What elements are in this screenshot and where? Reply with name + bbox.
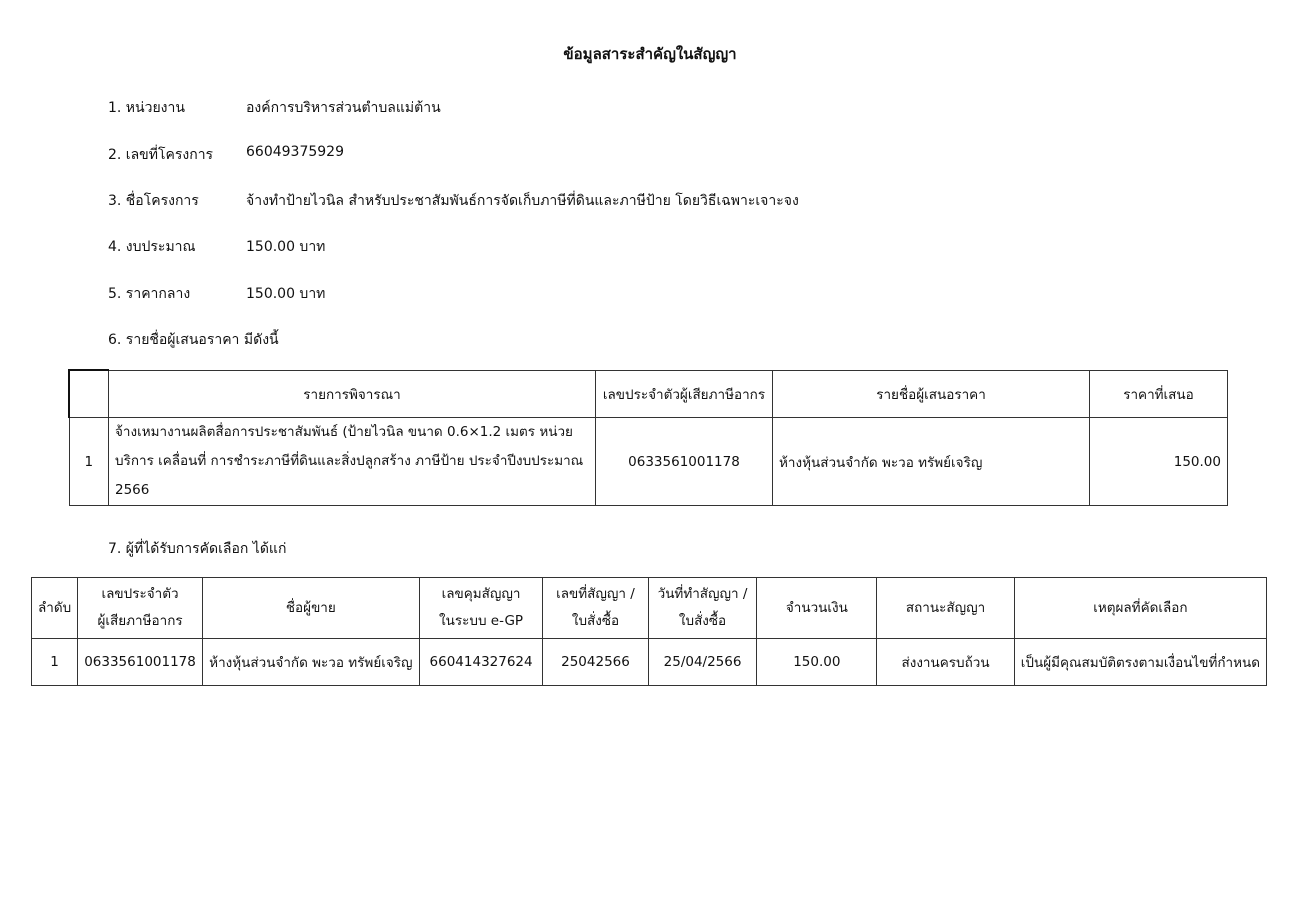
selected-header-no: ลำดับ bbox=[32, 578, 78, 639]
bidders-table bbox=[68, 369, 1228, 506]
header-line: ผู้เสียภาษีอากร bbox=[97, 613, 183, 629]
selected-egp: 660414327624 bbox=[419, 639, 542, 686]
budget-value: 150.00 บาท bbox=[246, 239, 326, 255]
bidder-no: 1 bbox=[69, 418, 109, 506]
bidders-section-label: 6. รายชื่อผู้เสนอราคา มีดังนี้ bbox=[108, 332, 279, 348]
selected-seller: ห้างหุ้นส่วนจำกัด พะวอ ทรัพย์เจริญ bbox=[202, 639, 419, 686]
budget-label: 4. งบประมาณ bbox=[108, 239, 196, 255]
bidder-item bbox=[109, 418, 596, 506]
median-price-label: 5. ราคากลาง bbox=[108, 286, 191, 302]
header-line: ใบสั่งซื้อ bbox=[571, 613, 620, 629]
selected-header-date bbox=[648, 578, 757, 639]
selected-contract-no: 25042566 bbox=[543, 639, 648, 686]
bidders-header-tax-id: เลขประจำตัวผู้เสียภาษีอากร bbox=[596, 370, 773, 418]
table-row bbox=[69, 418, 1228, 506]
selected-header-row bbox=[32, 578, 1267, 639]
selected-reason: เป็นผู้มีคุณสมบัติตรงตามเงื่อนไขที่กำหนด bbox=[1014, 639, 1266, 686]
selected-header-reason: เหตุผลที่คัดเลือก bbox=[1014, 578, 1266, 639]
selected-table bbox=[31, 577, 1267, 686]
agency-value: องค์การบริหารส่วนตำบลแม่ต้าน bbox=[246, 100, 441, 116]
header-line: วันที่ทำสัญญา / bbox=[657, 586, 748, 602]
selected-header-egp bbox=[419, 578, 542, 639]
bidder-tax-id: 0633561001178 bbox=[596, 418, 773, 506]
bidders-header-name: รายชื่อผู้เสนอราคา bbox=[773, 370, 1090, 418]
project-name-value: จ้างทำป้ายไวนิล สำหรับประชาสัมพันธ์การจัดเก็บภาษีที่ดินและภาษีป้าย โดยวิธีเฉพาะเจาะจง bbox=[246, 193, 799, 209]
agency-label: 1. หน่วยงาน bbox=[108, 100, 185, 116]
selected-tax-id: 0633561001178 bbox=[78, 639, 203, 686]
bidder-item-line: บริการ เคลื่อนที่ การชำระภาษีที่ดินและสิ่งปลูกสร้าง ภาษีป้าย ประจำปีงบประมาณ bbox=[115, 453, 584, 469]
table-row bbox=[32, 639, 1267, 686]
selected-header-tax-id bbox=[78, 578, 203, 639]
project-number-value: 66049375929 bbox=[246, 144, 344, 160]
header-line: เลขที่สัญญา / bbox=[556, 586, 635, 602]
project-number-label: 2. เลขที่โครงการ bbox=[108, 147, 214, 163]
selected-date: 25/04/2566 bbox=[648, 639, 757, 686]
bidders-header-item: รายการพิจารณา bbox=[109, 370, 596, 418]
bidders-header-price: ราคาที่เสนอ bbox=[1090, 370, 1228, 418]
bidder-item-line: จ้างเหมางานผลิตสื่อการประชาสัมพันธ์ (ป้ายไวนิล ขนาด 0.6×1.2 เมตร หน่วย bbox=[115, 424, 573, 440]
bidder-item-line: 2566 bbox=[115, 482, 150, 498]
document-title: ข้อมูลสาระสำคัญในสัญญา bbox=[563, 45, 737, 63]
selected-header-seller: ชื่อผู้ขาย bbox=[202, 578, 419, 639]
selected-section-label: 7. ผู้ที่ได้รับการคัดเลือก ได้แก่ bbox=[108, 541, 287, 557]
header-line: เลขคุมสัญญา bbox=[441, 586, 521, 602]
bidders-header-row bbox=[69, 370, 1228, 418]
header-line: ใบสั่งซื้อ bbox=[678, 613, 727, 629]
selected-amount: 150.00 bbox=[757, 639, 877, 686]
header-line: เลขประจำตัว bbox=[101, 586, 179, 602]
header-line: ในระบบ e-GP bbox=[439, 613, 524, 629]
bidders-header-no bbox=[69, 370, 109, 418]
bidder-price: 150.00 bbox=[1090, 418, 1228, 506]
project-name-label: 3. ชื่อโครงการ bbox=[108, 193, 199, 209]
selected-header-contract-no bbox=[543, 578, 648, 639]
selected-header-status: สถานะสัญญา bbox=[877, 578, 1015, 639]
median-price-value: 150.00 บาท bbox=[246, 286, 326, 302]
selected-status: ส่งงานครบถ้วน bbox=[877, 639, 1015, 686]
selected-header-amount: จำนวนเงิน bbox=[757, 578, 877, 639]
bidder-name: ห้างหุ้นส่วนจำกัด พะวอ ทรัพย์เจริญ bbox=[773, 418, 1090, 506]
selected-no: 1 bbox=[32, 639, 78, 686]
